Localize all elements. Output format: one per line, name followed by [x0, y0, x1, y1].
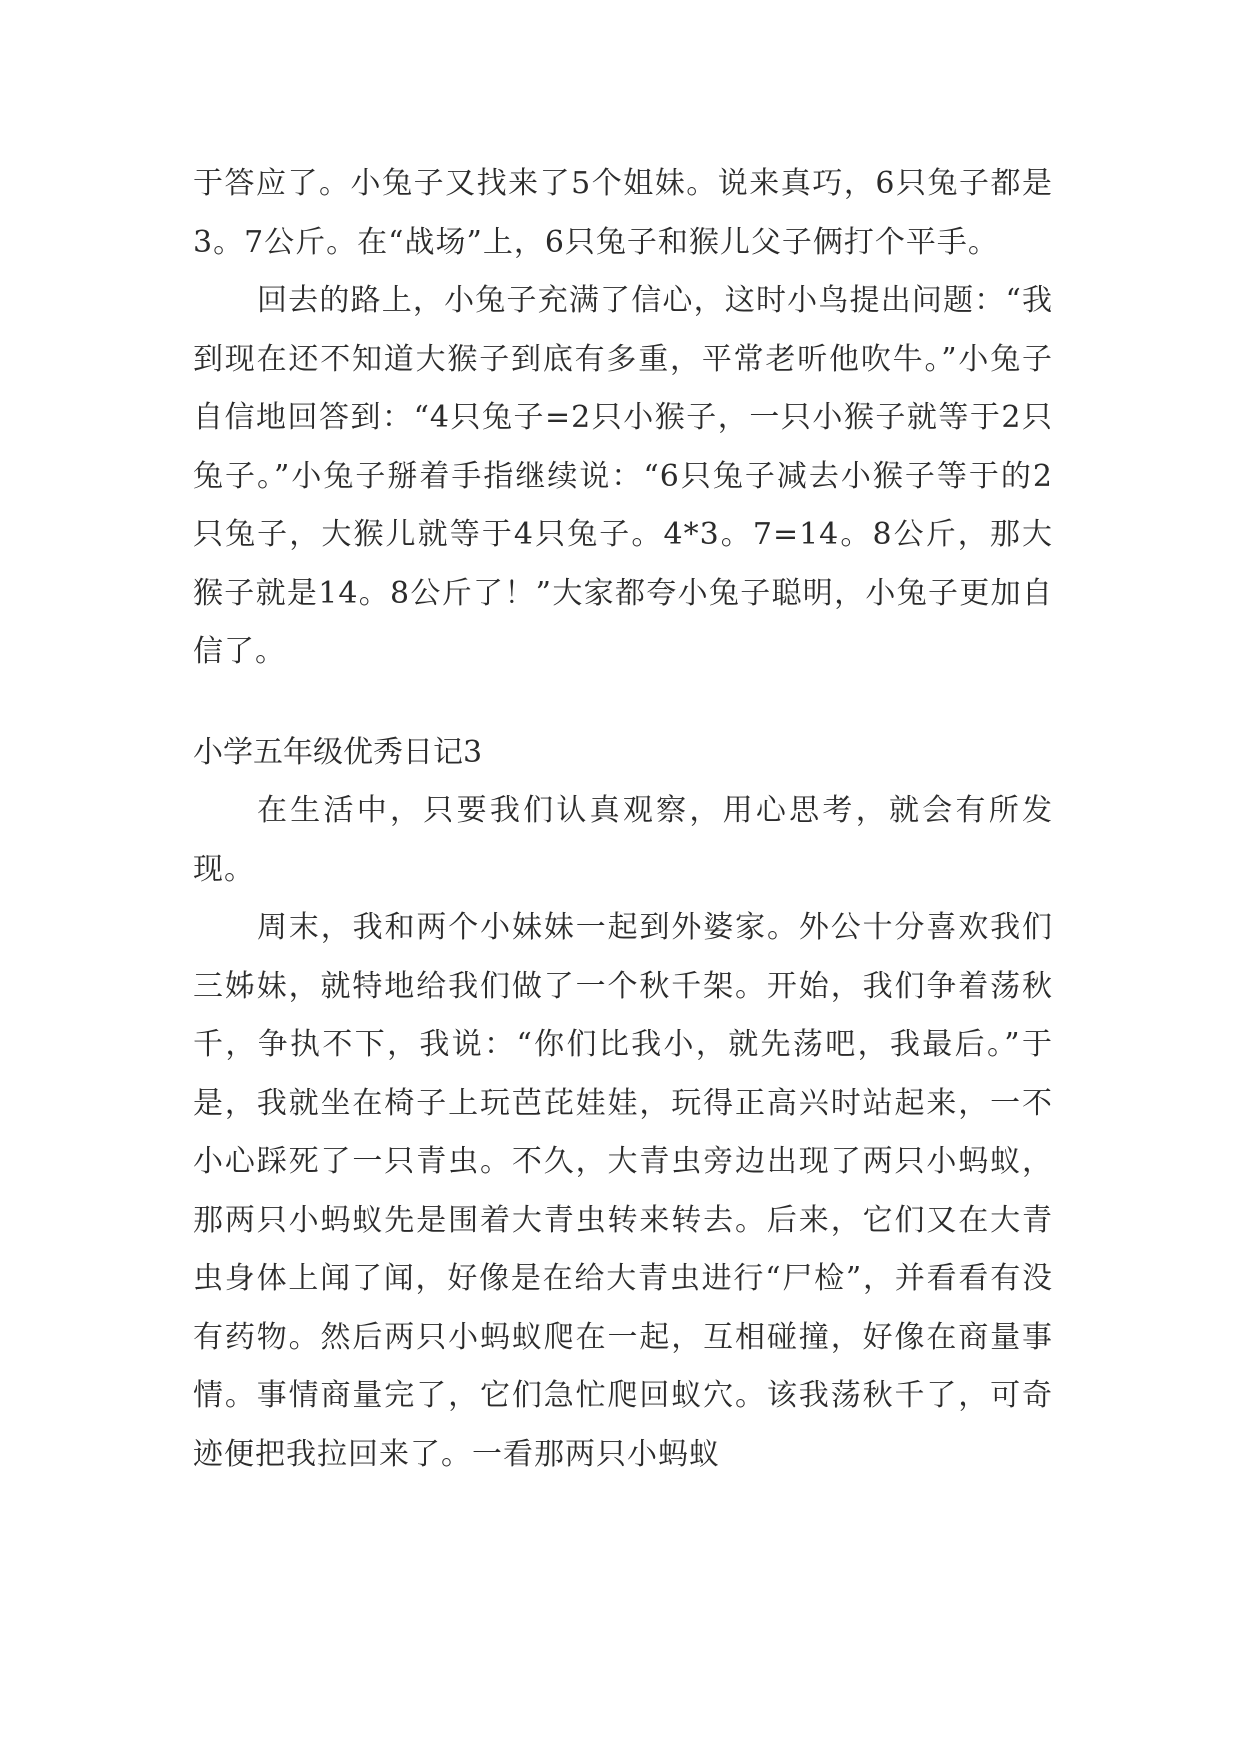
section-title: 小学五年级优秀日记3	[193, 734, 483, 770]
paragraph-weekend: 周末，我和两个小妹妹一起到外婆家。外公十分喜欢我们三姊妹，就特地给我们做了一个秋千架。开始，我们争着荡秋千，争执不下，我说：“你们比我小，就先荡吧，我最后。”于是，我就坐在椅子上玩芭芘娃娃，玩得正高兴时站起来，一不小心踩死了一只青虫。不久，大青虫旁边出现了两只小蚂蚁，那两只小蚂蚁先是围着大青虫转来转去。后来，它们又在大青虫身体上闻了闻，好像是在给大青虫进行“尸检”，并看看有没有药物。然后两只小蚂蚁爬在一起，互相碰撞，好像在商量事情。事情商量完了，它们急忙爬回蚁穴。该我荡秋千了，可奇迹便把我拉回来了。一看那两只小蚂蚁	[193, 910, 1053, 1472]
paragraph-story-ending: 于答应了。小兔子又找来了5个姐妹。说来真巧，6只兔子都是3。7公斤。在“战场”上，6只兔子和猴儿父子俩打个平手。	[193, 166, 1053, 260]
document-body	[193, 155, 1053, 1484]
paragraph-observe: 在生活中，只要我们认真观察，用心思考，就会有所发现。	[193, 793, 1053, 887]
paragraph-way-back: 回去的路上，小兔子充满了信心，这时小鸟提出问题：“我到现在还不知道大猴子到底有多重，平常老听他吹牛。”小兔子自信地回答到：“4只兔子=2只小猴子，一只小猴子就等于2只兔子。”小兔子掰着手指继续说：“6只兔子减去小猴子等于的2只兔子，大猴儿就等于4只兔子。4*3。7=14。8公斤，那大猴子就是14。8公斤了！”大家都夸小兔子聪明，小兔子更加自信了。	[193, 283, 1053, 669]
